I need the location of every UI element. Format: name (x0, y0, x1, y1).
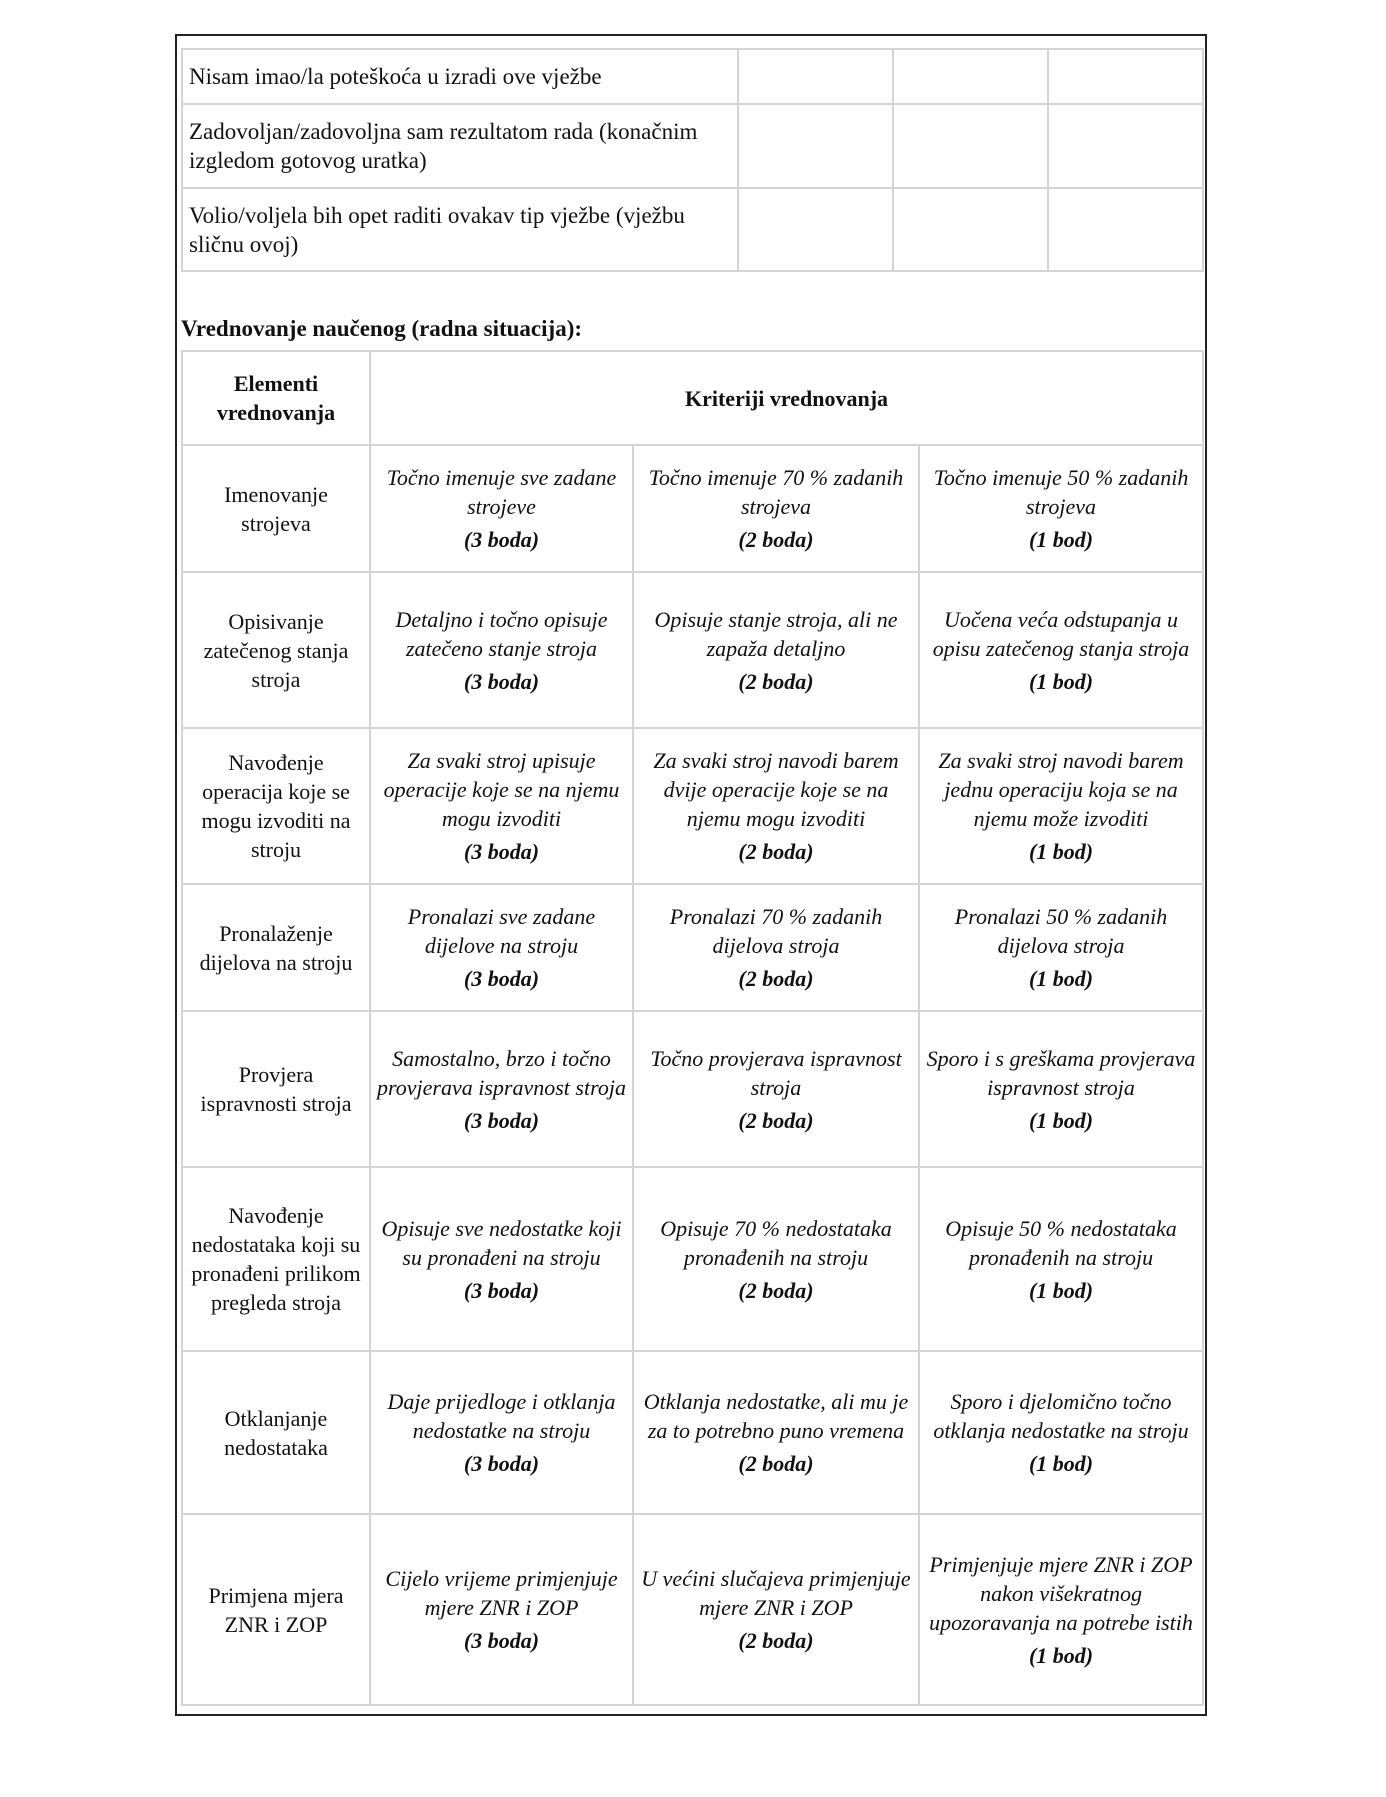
points-label: (1 bod) (1028, 527, 1094, 552)
criterion-cell-3 (370, 728, 633, 884)
criterion-text: Opisuje 70 % nedostataka pronađenih na stroju (660, 1215, 892, 1270)
self-assessment-row (182, 49, 1203, 104)
rubric-row (182, 572, 1203, 728)
rating-cell[interactable] (1048, 104, 1203, 188)
criterion-cell-2 (633, 1167, 919, 1351)
criterion-cell-1 (919, 1514, 1203, 1705)
rating-cell[interactable] (738, 49, 893, 104)
points-label: (3 boda) (463, 1107, 540, 1133)
criterion-cell-3 (370, 884, 633, 1011)
rubric-row (182, 884, 1203, 1011)
points-label: (1 bod) (1028, 668, 1094, 694)
rating-cell[interactable] (893, 188, 1048, 271)
criterion-text: U većini slučajeva primjenjuje mjere ZNR i ZOP (641, 1566, 911, 1620)
element-name: Provjera ispravnosti stroja (182, 1011, 370, 1167)
statement: Nisam imao/la poteškoća u izradi ove vježbe (182, 49, 738, 104)
rubric-header-row (182, 351, 1203, 445)
points-label: (2 boda) (738, 527, 814, 552)
statement: Volio/voljela bih opet raditi ovakav tip vježbe (vježbu sličnu ovoj) (182, 188, 738, 271)
criterion-cell-3 (370, 1167, 633, 1351)
points-label: (2 boda) (738, 1277, 814, 1303)
criterion-cell-2 (633, 1351, 919, 1514)
criterion-text: Opisuje sve nedostatke koji su pronađeni na stroju (381, 1215, 622, 1270)
points-label: (3 boda) (463, 1628, 540, 1653)
criterion-text: Točno imenuje 70 % zadanih strojeva (648, 465, 904, 519)
criterion-text: Pronalazi 70 % zadanih dijelova stroja (669, 904, 883, 958)
criterion-text: Uočena veća odstupanja u opisu zatečenog stanja stroja (932, 606, 1190, 661)
rating-cell[interactable] (893, 104, 1048, 188)
criterion-text: Daje prijedloge i otklanja nedostatke na stroju (387, 1389, 616, 1443)
self-assessment-row (182, 188, 1203, 271)
criterion-text: Opisuje 50 % nedostataka pronađenih na stroju (945, 1215, 1177, 1270)
points-label: (1 bod) (1028, 1277, 1094, 1303)
criterion-text: Za svaki stroj navodi barem jednu operaciju koja se na njemu može izvoditi (938, 748, 1184, 831)
self-assessment-row (182, 104, 1203, 188)
points-label: (1 bod) (1028, 966, 1094, 991)
points-label: (3 boda) (463, 839, 540, 864)
criterion-text: Otklanja nedostatke, ali mu je za to potrebno puno vremena (643, 1389, 909, 1443)
criterion-cell-2 (633, 1514, 919, 1705)
criterion-cell-1 (919, 728, 1203, 884)
criterion-cell-3 (370, 1011, 633, 1167)
criterion-cell-2 (633, 1011, 919, 1167)
section-heading: Vrednovanje naučenog (radna situacija): (181, 316, 583, 341)
header-elements: Elementi vrednovanja (182, 351, 370, 445)
points-label: (2 boda) (738, 1107, 814, 1133)
criterion-cell-1 (919, 884, 1203, 1011)
criterion-cell-2 (633, 884, 919, 1011)
rubric-row (182, 1514, 1203, 1705)
points-label: (3 boda) (463, 1451, 540, 1476)
element-name: Otklanjanje nedostataka (182, 1351, 370, 1514)
criterion-cell-3 (370, 1514, 633, 1705)
criterion-cell-3 (370, 445, 633, 572)
criterion-text: Pronalazi 50 % zadanih dijelova stroja (954, 904, 1168, 958)
criterion-text: Točno imenuje 50 % zadanih strojeva (933, 465, 1189, 519)
points-label: (1 bod) (1028, 1107, 1094, 1133)
criterion-text: Točno imenuje sve zadane strojeve (386, 465, 617, 519)
rubric-row (182, 1011, 1203, 1167)
points-label: (3 boda) (463, 527, 540, 552)
statement: Zadovoljan/zadovoljna sam rezultatom rada (konačnim izgledom gotovog uratka) (182, 104, 738, 188)
criterion-cell-2 (633, 572, 919, 728)
criterion-cell-1 (919, 1011, 1203, 1167)
rubric-row (182, 1167, 1203, 1351)
element-name: Navođenje nedostataka koji su pronađeni prilikom pregleda stroja (182, 1167, 370, 1351)
points-label: (2 boda) (738, 1451, 814, 1476)
element-name: Navođenje operacija koje se mogu izvoditi na stroju (182, 728, 370, 884)
rubric-row (182, 728, 1203, 884)
criterion-text: Pronalazi sve zadane dijelove na stroju (407, 904, 596, 958)
criterion-text: Sporo i djelomično točno otklanja nedostatke na stroju (933, 1389, 1189, 1443)
points-label: (3 boda) (463, 668, 540, 694)
points-label: (2 boda) (738, 966, 814, 991)
criterion-cell-2 (633, 445, 919, 572)
criterion-text: Cijelo vrijeme primjenjuje mjere ZNR i ZOP (385, 1566, 618, 1620)
criterion-cell-3 (370, 572, 633, 728)
points-label: (1 bod) (1028, 839, 1094, 864)
criterion-text: Primjenjuje mjere ZNR i ZOP nakon višekratnog upozoravanja na potrebe istih (929, 1551, 1193, 1635)
points-label: (2 boda) (738, 1628, 814, 1653)
criterion-text: Točno provjerava ispravnost stroja (650, 1045, 902, 1100)
criterion-text: Za svaki stroj upisuje operacije koje se na njemu mogu izvoditi (383, 748, 620, 831)
criterion-text: Opisuje stanje stroja, ali ne zapaža detaljno (654, 606, 898, 661)
criterion-cell-3 (370, 1351, 633, 1514)
rating-cell[interactable] (738, 188, 893, 271)
criterion-cell-2 (633, 728, 919, 884)
rubric-table (181, 350, 1204, 1706)
criterion-cell-1 (919, 572, 1203, 728)
points-label: (1 bod) (1028, 1642, 1094, 1668)
criterion-text: Za svaki stroj navodi barem dvije operacije koje se na njemu mogu izvoditi (653, 748, 899, 831)
element-name: Pronalaženje dijelova na stroju (182, 884, 370, 1011)
criterion-cell-1 (919, 1351, 1203, 1514)
element-name: Opisivanje zatečenog stanja stroja (182, 572, 370, 728)
rating-cell[interactable] (1048, 188, 1203, 271)
header-criteria: Kriteriji vrednovanja (370, 351, 1203, 445)
points-label: (2 boda) (738, 668, 814, 694)
rating-cell[interactable] (1048, 49, 1203, 104)
rubric-row (182, 1351, 1203, 1514)
criterion-cell-1 (919, 445, 1203, 572)
points-label: (1 bod) (1028, 1451, 1094, 1476)
points-label: (3 boda) (463, 966, 540, 991)
rubric-row (182, 445, 1203, 572)
criterion-text: Detaljno i točno opisuje zatečeno stanje stroja (395, 606, 608, 661)
element-name: Primjena mjera ZNR i ZOP (182, 1514, 370, 1705)
criterion-text: Samostalno, brzo i točno provjerava ispravnost stroja (377, 1045, 626, 1100)
element-name: Imenovanje strojeva (182, 445, 370, 572)
rating-cell[interactable] (738, 104, 893, 188)
criterion-text: Sporo i s greškama provjerava ispravnost stroja (926, 1045, 1196, 1100)
points-label: (3 boda) (463, 1277, 540, 1303)
points-label: (2 boda) (738, 839, 814, 864)
self-assessment-table (181, 48, 1204, 272)
rating-cell[interactable] (893, 49, 1048, 104)
criterion-cell-1 (919, 1167, 1203, 1351)
